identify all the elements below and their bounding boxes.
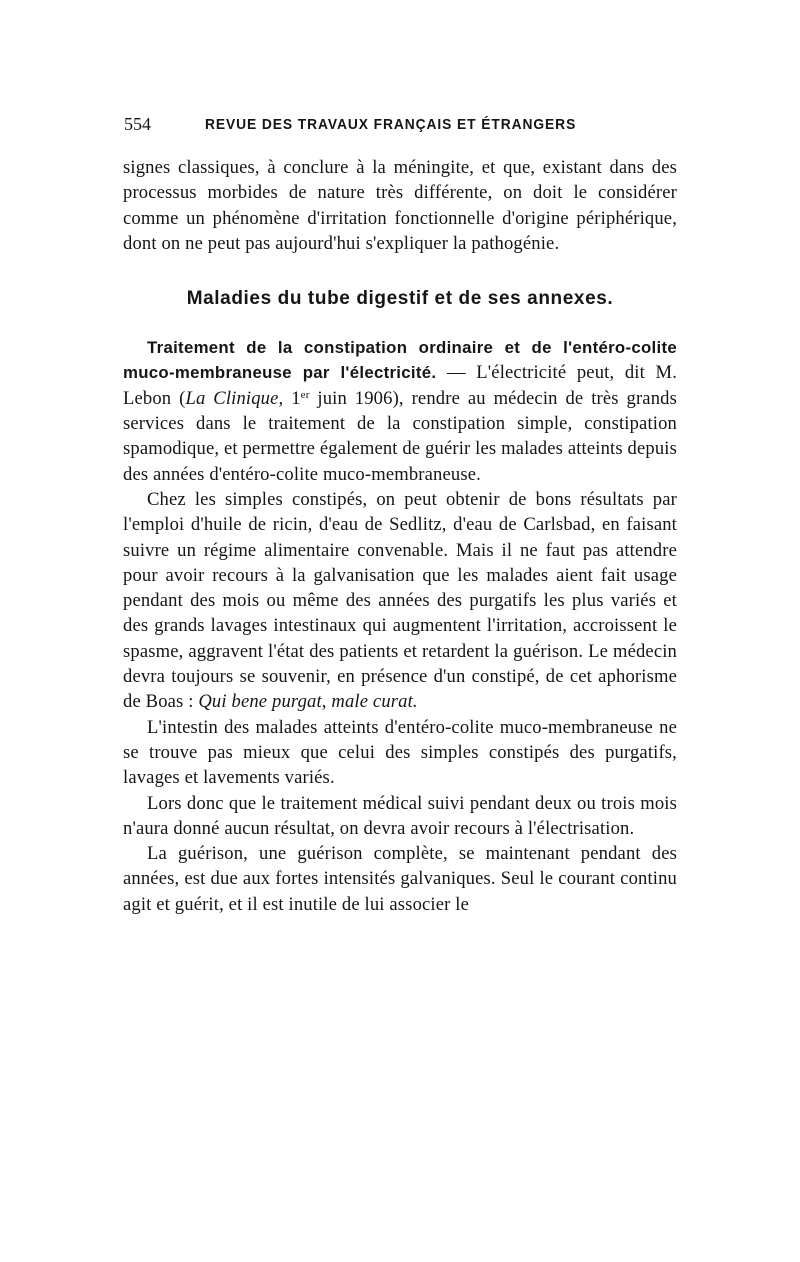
section-title: Maladies du tube digestif et de ses annexes.: [186, 288, 614, 310]
paragraph-text: — L'électricité peut, dit M. Lebon (: [123, 362, 678, 409]
paragraph-continuation: signes classiques, à conclure à la méningite, et que, existant dans des processus morbides de nature très différente, on doit le considérer comme un phénomène d'irritation fonctionnelle d'origine périphérique, dont on ne peut pas aujourd'hui s'expliquer la pathogénie.: [123, 157, 677, 254]
paragraph-text: juin 1906), rendre au médecin de très grands services dans le traitement de la constipation simple, constipation spamodique, et permettre également de guérir les malades atteints depuis des années d'entéro-colite muco-membraneuse.: [123, 387, 677, 485]
page-number: 554: [124, 114, 151, 134]
journal-name: La Clinique,: [185, 387, 284, 409]
date-day: 1: [283, 387, 301, 409]
paragraph: L'intestin des malades atteints d'entéro-colite muco-membraneuse ne se trouve pas mieux que celui des simples constipés des purgatifs, lavages et lavements variés.: [123, 716, 677, 789]
date-ordinal: er: [300, 388, 310, 401]
paragraph: La guérison, une guérison complète, se maintenant pendant des années, est due aux fortes intensités galvaniques. Seul le courant continu agit et guérit, et il est inutile de lui associer le: [123, 843, 677, 915]
paragraph-lead: [123, 335, 677, 487]
aphorism: Qui bene purgat, male curat.: [198, 691, 418, 713]
article-title: Traitement de la constipation ordinaire et de l'entéro-colite muco-membraneuse par l'électricité.: [123, 338, 677, 383]
running-title: REVUE DES TRAVAUX FRANÇAIS ET ÉTRANGERS: [205, 116, 577, 133]
paragraph: Lors donc que le traitement médical suivi pendant deux ou trois mois n'aura donné aucun résultat, on devra avoir recours à l'électrisation.: [123, 792, 677, 839]
running-header: [123, 114, 677, 140]
paragraph-text: Chez les simples constipés, on peut obtenir de bons résultats par l'emploi d'huile de ricin, d'eau de Sedlitz, d'eau de Carlsbad, en faisant suivre un régime alimentaire convenable. Mais il ne faut pas attendre pour avoir recours à la galvanisation que les malades aient fait usage pendant des mois ou même des années des purgatifs les plus variés et des grands lavages intestinaux qui augmentent l'irritation, accroissent le spasme, aggravent l'état des patients et retardent la guérison. Le médecin devra toujours se souvenir, en présence d'un constipé, de cet aphorisme de Boas :: [123, 488, 677, 713]
document-page: [123, 114, 677, 917]
paragraph: [123, 487, 677, 715]
